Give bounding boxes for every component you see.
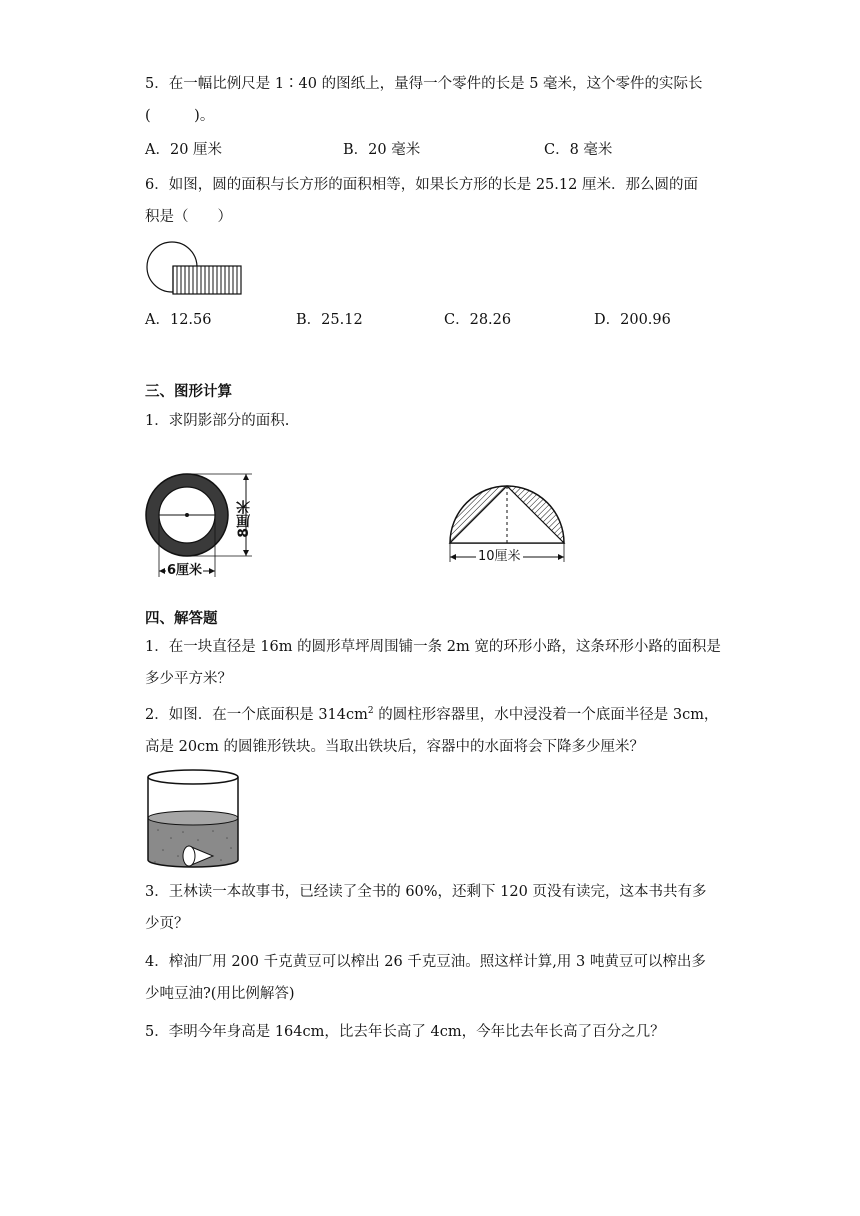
q5-option-c[interactable]: C．8 毫米 xyxy=(544,142,613,158)
q5-text-line2: ( )。 xyxy=(145,108,215,124)
section4-q5-line1: 5．李明今年身高是 164cm，比去年长高了 4cm，今年比去年长高了百分之几？ xyxy=(145,1024,665,1040)
section4-q2-superscript: 2 xyxy=(367,706,374,717)
section4-q4-line1: 4．榨油厂用 200 千克黄豆可以榨出 26 千克豆油。照这样计算,用 3 吨黄豆可以榨出多 xyxy=(145,954,706,970)
section3-title: 三、图形计算 xyxy=(145,384,232,400)
q6-text-line2: 积是（ ） xyxy=(145,209,232,225)
section4-q2-line2: 高是 20cm 的圆锥形铁块。当取出铁块后，容器中的水面将会下降多少厘米？ xyxy=(145,739,645,755)
section3-q1-text: 1．求阴影部分的面积. xyxy=(145,413,290,429)
q6-option-b[interactable]: B．25.12 xyxy=(296,312,363,328)
section4-q2-line1-a: 2．如图．在一个底面积是 314cm xyxy=(145,707,368,723)
section4-q1-line2: 多少平方米？ xyxy=(145,671,232,687)
q5-option-b[interactable]: B．20 毫米 xyxy=(343,142,421,158)
q5-text-line1: 5．在一幅比例尺是 1∶40 的图纸上，量得一个零件的长是 5 毫米，这个零件的实际长 xyxy=(145,76,703,92)
q5-option-a[interactable]: A．20 厘米 xyxy=(145,142,223,158)
section4-q3-line2: 少页？ xyxy=(145,916,189,932)
section4-q3-line1: 3．王林读一本故事书，已经读了全书的 60%，还剩下 120 页没有读完，这本书共有多 xyxy=(145,884,707,900)
section4-q2-line1 xyxy=(145,705,718,725)
q6-circle-rectangle-figure xyxy=(145,240,245,300)
section4-q2-line1-b: 的圆柱形容器里，水中浸没着一个底面半径是 3cm， xyxy=(373,707,719,723)
section4-q4-line2: 少吨豆油?(用比例解答) xyxy=(145,986,295,1002)
ring-height-label: 8厘米 xyxy=(236,500,252,538)
q6-option-a[interactable]: A．12.56 xyxy=(145,312,212,328)
q6-text-line1: 6．如图，圆的面积与长方形的面积相等，如果长方形的长是 25.12 厘米．那么圆的面 xyxy=(145,177,698,193)
ring-width-label: 6厘米 xyxy=(167,563,203,578)
semicircle-base-label: 10厘米 xyxy=(478,549,521,564)
section4-q1-line1: 1．在一块直径是 16m 的圆形草坪周围铺一条 2m 宽的环形小路，这条环形小路的面积是 xyxy=(145,639,721,655)
section4-title: 四、解答题 xyxy=(145,611,218,627)
q6-option-c[interactable]: C．28.26 xyxy=(444,312,512,328)
q6-option-d[interactable]: D．200.96 xyxy=(594,312,671,328)
cylinder-container-figure xyxy=(143,768,243,870)
